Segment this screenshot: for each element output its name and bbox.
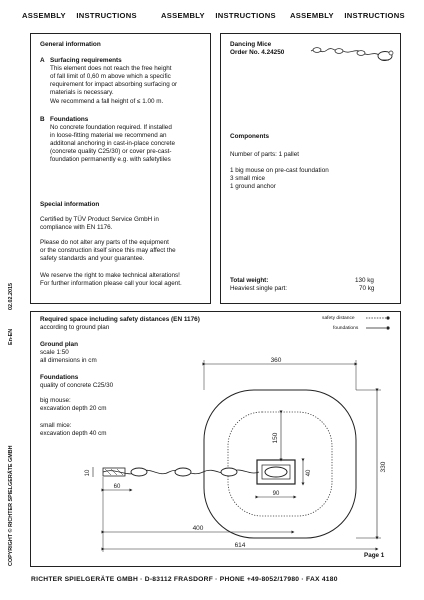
safety-area-outline [204, 390, 356, 538]
language-code: En-EN [8, 328, 14, 345]
page-number: Page 1 [364, 552, 385, 559]
foundations-line: foundation permanently e.g. with safetytiles [50, 156, 171, 163]
foundations-plan-title: Foundations [40, 374, 79, 381]
special-line: We reserve the right to make technical alterations! [40, 272, 180, 279]
plan-title: Required space including safety distances (EN 1176) [40, 316, 200, 323]
header-item: INSTRUCTIONS [344, 11, 405, 20]
parts-count: Number of parts: 1 pallet [230, 151, 299, 158]
section-letter-b: B [40, 116, 45, 123]
small-mouse-shape [335, 49, 343, 54]
special-line: or the construction itself since this may affect the [40, 247, 176, 254]
dim-label-400: 400 [192, 525, 204, 532]
product-illustration [309, 39, 399, 69]
copyright-notice: COPYRIGHT © RICHTER SPIELGERÄTE GMBH [8, 445, 14, 566]
safety-distance-dotted [228, 412, 332, 516]
big-mouse-label: big mouse: [40, 397, 71, 404]
mouse-ear [389, 51, 393, 55]
surfacing-line: materials is necessary. [50, 89, 114, 96]
dim-label-90: 90 [272, 491, 280, 497]
small-mice-label: small mice: [40, 422, 72, 429]
total-weight-value: 130 kg [355, 277, 374, 284]
special-line: safety standards and your guarantee. [40, 255, 145, 262]
surfacing-line: This element does not reach the free height [50, 65, 172, 72]
legend-safety-label: safety distance [322, 316, 355, 321]
anchor-hatch [111, 469, 117, 475]
component-item: 1 big mouse on pre-cast foundation [230, 167, 329, 174]
header-item: ASSEMBLY [161, 11, 205, 20]
header-bar-2 [161, 11, 276, 20]
dim-label-360: 360 [270, 357, 282, 364]
foundations-line: additonal anchoring in cast-in-place concrete [50, 140, 175, 147]
special-line: Certified by TÜV Product Service GmbH in [40, 216, 159, 223]
components-title: Components [230, 133, 270, 140]
general-title: General information [40, 41, 101, 48]
small-mouse-shape [357, 51, 365, 56]
foundations-line: No concrete foundation required. If installed [50, 124, 172, 131]
section-letter-a: A [40, 57, 45, 64]
product-name: Dancing Mice [230, 41, 272, 48]
ground-plan-drawing [31, 312, 400, 566]
small-mouse-plan [221, 468, 237, 476]
component-item: 3 small mice [230, 175, 265, 182]
dim-label-40: 40 [306, 469, 312, 477]
header-bar-3 [290, 11, 405, 20]
surfacing-line: of fall limit of 0,60 m above which a specific [50, 73, 171, 80]
big-mouse-plan [265, 467, 287, 477]
header-item: ASSEMBLY [22, 11, 66, 20]
general-info-box [30, 33, 211, 304]
dim-label-330: 330 [380, 461, 387, 473]
ground-plan-title: Ground plan [40, 341, 78, 348]
small-mouse-plan [131, 468, 147, 476]
dim-label-614: 614 [234, 542, 246, 549]
header-item: ASSEMBLY [290, 11, 334, 20]
special-line: For further information please call your local agent. [40, 280, 182, 287]
component-item: 1 ground anchor [230, 183, 276, 190]
plan-subtitle: according to ground plan [40, 324, 110, 331]
heaviest-part-value: 70 kg [359, 285, 375, 292]
small-mouse-plan [175, 468, 191, 476]
legend-foundations-label: foundations [333, 326, 359, 331]
ground-plan-line: scale 1:50 [40, 349, 69, 356]
header-item: INSTRUCTIONS [76, 11, 137, 20]
heaviest-part-label: Heaviest single part: [230, 285, 288, 292]
header-item: INSTRUCTIONS [215, 11, 276, 20]
date-stamp: 02.02.2015 [8, 283, 14, 310]
surfacing-line: We recommend a fall height of ≤ 1.00 m. [50, 98, 164, 105]
dim-label-10: 10 [85, 469, 91, 477]
company-footer: RICHTER SPIELGERÄTE GMBH · D-83112 FRASDORF · PHONE +49-8052/17980 · FAX 4180 [31, 576, 338, 583]
surfacing-title: Surfacing requirements [50, 57, 122, 64]
total-weight-label: Total weight: [230, 277, 269, 284]
foundations-title: Foundations [50, 116, 89, 123]
foundations-line: (concrete quality C25/30) or cover pre-cast- [50, 148, 172, 155]
foundations-line: in loose-fitting material we recommend an [50, 132, 167, 139]
ground-plan-box [30, 311, 401, 567]
concrete-quality: quality of concrete C25/30 [40, 382, 114, 389]
anchor-hatch [105, 469, 111, 475]
order-number: Order No. 4.24250 [230, 49, 285, 56]
header-bar [22, 11, 137, 20]
special-line: compliance with EN 1176. [40, 224, 113, 231]
surfacing-line: requirement for impact absorbing surfacing or [50, 81, 178, 88]
small-mice-depth: excavation depth 40 cm [40, 430, 107, 437]
special-line: Please do not alter any parts of the equipment [40, 239, 169, 246]
dim-label-150: 150 [272, 432, 279, 444]
small-mouse-shape [313, 48, 321, 53]
special-title: Special information [40, 201, 100, 208]
product-info-box [220, 33, 401, 304]
ground-plan-line: all dimensions in cm [40, 357, 97, 364]
big-mouse-depth: excavation depth 20 cm [40, 405, 107, 412]
dim-label-60: 60 [113, 484, 121, 490]
